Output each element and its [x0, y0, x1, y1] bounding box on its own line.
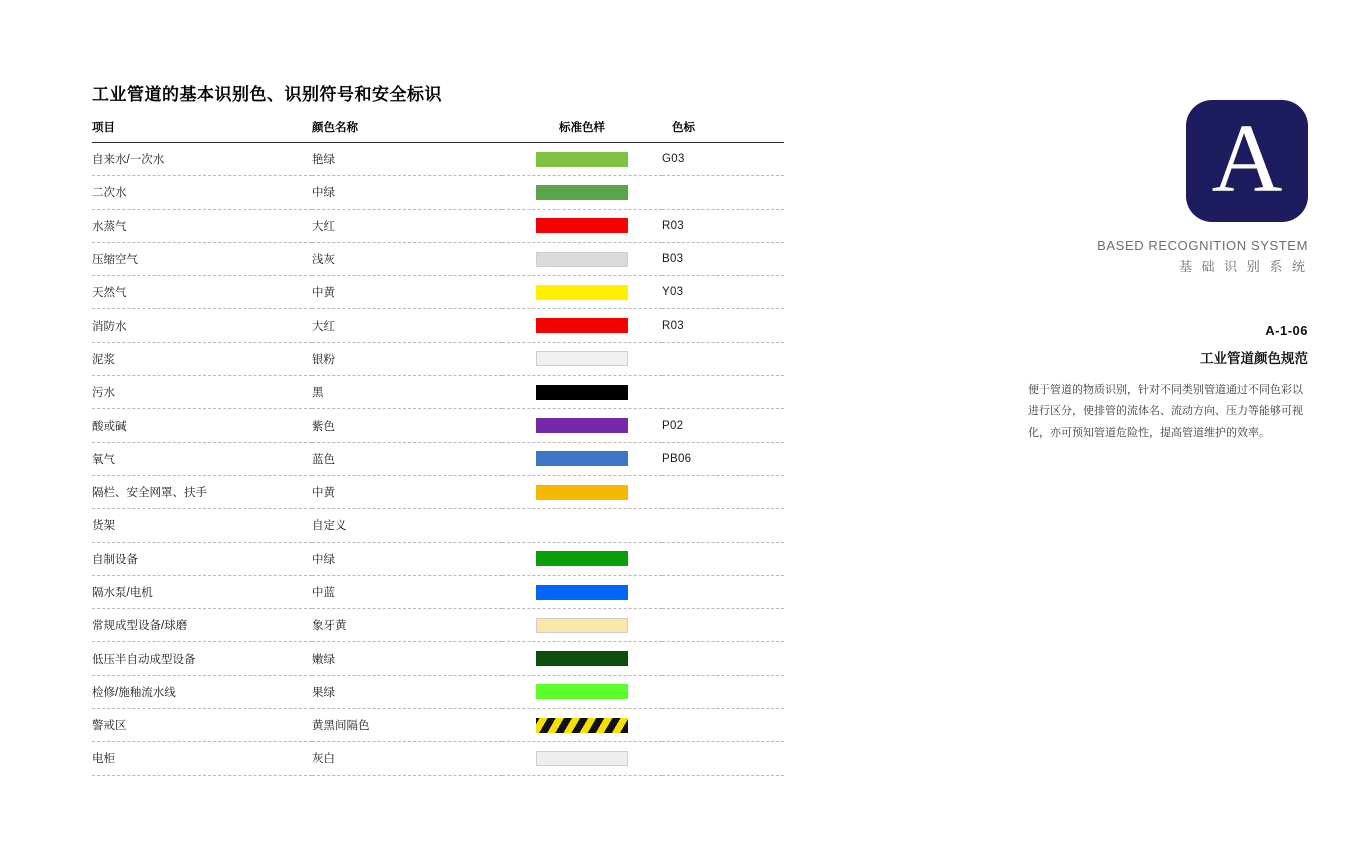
table-row — [92, 309, 784, 342]
cell-code: P02 — [662, 409, 784, 442]
cell-code — [662, 742, 784, 775]
cell-swatch — [502, 509, 662, 542]
cell-item: 消防水 — [92, 309, 312, 342]
column-header-swatch: 标准色样 — [502, 119, 662, 143]
sheet-name: 工业管道颜色规范 — [1200, 351, 1308, 366]
table-row — [92, 376, 784, 409]
cell-item: 隔栏、安全网罩、扶手 — [92, 475, 312, 508]
cell-item: 压缩空气 — [92, 242, 312, 275]
sheet-code: A-1-06 — [1265, 323, 1308, 338]
color-swatch — [536, 218, 628, 233]
cell-item: 氧气 — [92, 442, 312, 475]
logo-mark — [1186, 100, 1308, 222]
cell-swatch — [502, 742, 662, 775]
cell-code: PB06 — [662, 442, 784, 475]
cell-swatch — [502, 442, 662, 475]
cell-item: 低压半自动成型设备 — [92, 642, 312, 675]
sheet-description: 便于管道的物质识别，针对不同类别管道通过不同色彩以进行区分，使排管的流体名、流动方向、压力等能够可视化，亦可预知管道危险性，提高管道维护的效率。 — [1028, 384, 1303, 439]
cell-color-name: 大红 — [312, 309, 502, 342]
table-header — [92, 119, 784, 143]
cell-item: 货架 — [92, 509, 312, 542]
color-swatch — [536, 351, 628, 366]
cell-item: 水蒸气 — [92, 209, 312, 242]
cell-code — [662, 609, 784, 642]
brand-panel — [1028, 100, 1308, 444]
cell-item: 警戒区 — [92, 709, 312, 742]
table-row — [92, 542, 784, 575]
cell-item: 酸或碱 — [92, 409, 312, 442]
cell-color-name: 黄黑间隔色 — [312, 709, 502, 742]
cell-code — [662, 176, 784, 209]
cell-item: 二次水 — [92, 176, 312, 209]
cell-color-name: 果绿 — [312, 675, 502, 708]
cell-swatch — [502, 709, 662, 742]
cell-swatch — [502, 176, 662, 209]
cell-swatch — [502, 376, 662, 409]
color-swatch — [536, 684, 628, 699]
cell-color-name: 银粉 — [312, 342, 502, 375]
column-header-color-name: 颜色名称 — [312, 119, 502, 143]
table-row — [92, 209, 784, 242]
color-swatch — [536, 718, 628, 733]
cell-code — [662, 509, 784, 542]
table-row — [92, 709, 784, 742]
table-row — [92, 276, 784, 309]
cell-code — [662, 575, 784, 608]
color-swatch — [536, 651, 628, 666]
cell-code: B03 — [662, 242, 784, 275]
cell-swatch — [502, 409, 662, 442]
cell-item: 常规成型设备/球磨 — [92, 609, 312, 642]
cell-code — [662, 709, 784, 742]
table-row — [92, 242, 784, 275]
cell-color-name: 嫩绿 — [312, 642, 502, 675]
color-swatch — [536, 252, 628, 267]
color-swatch — [536, 152, 628, 167]
cell-swatch — [502, 242, 662, 275]
table-row — [92, 442, 784, 475]
cell-swatch — [502, 276, 662, 309]
cell-color-name: 蓝色 — [312, 442, 502, 475]
pipe-color-table — [92, 119, 784, 776]
cell-code — [662, 675, 784, 708]
cell-code: R03 — [662, 209, 784, 242]
cell-code — [662, 475, 784, 508]
cell-item: 电柜 — [92, 742, 312, 775]
cell-code: Y03 — [662, 276, 784, 309]
color-swatch — [536, 485, 628, 500]
cell-color-name: 中绿 — [312, 176, 502, 209]
cell-item: 污水 — [92, 376, 312, 409]
system-label-en: BASED RECOGNITION SYSTEM — [1097, 238, 1308, 253]
cell-color-name: 中黄 — [312, 475, 502, 508]
color-swatch — [536, 385, 628, 400]
cell-swatch — [502, 675, 662, 708]
cell-color-name: 紫色 — [312, 409, 502, 442]
table-row — [92, 409, 784, 442]
color-swatch — [536, 618, 628, 633]
logo-letter: A — [1211, 105, 1283, 214]
cell-swatch — [502, 642, 662, 675]
table-row — [92, 176, 784, 209]
cell-swatch — [502, 342, 662, 375]
cell-item: 隔水泵/电机 — [92, 575, 312, 608]
cell-color-name: 象牙黄 — [312, 609, 502, 642]
cell-swatch — [502, 542, 662, 575]
cell-code — [662, 376, 784, 409]
color-swatch — [536, 451, 628, 466]
cell-item: 天然气 — [92, 276, 312, 309]
cell-color-name: 中黄 — [312, 276, 502, 309]
cell-color-name: 艳绿 — [312, 143, 502, 176]
table-row — [92, 342, 784, 375]
cell-code — [662, 542, 784, 575]
cell-swatch — [502, 609, 662, 642]
color-swatch — [536, 418, 628, 433]
color-swatch — [536, 185, 628, 200]
cell-swatch — [502, 309, 662, 342]
table-row — [92, 475, 784, 508]
column-header-code: 色标 — [662, 119, 784, 143]
cell-swatch — [502, 575, 662, 608]
color-swatch — [536, 285, 628, 300]
cell-code: G03 — [662, 143, 784, 176]
cell-item: 检修/施釉流水线 — [92, 675, 312, 708]
color-swatch — [536, 585, 628, 600]
cell-color-name: 中绿 — [312, 542, 502, 575]
cell-swatch — [502, 209, 662, 242]
cell-code: R03 — [662, 309, 784, 342]
cell-code — [662, 642, 784, 675]
table-row — [92, 642, 784, 675]
cell-swatch — [502, 475, 662, 508]
page-title: 工业管道的基本识别色、识别符号和安全标识 — [92, 85, 442, 104]
table-row — [92, 742, 784, 775]
column-header-item: 项目 — [92, 119, 312, 143]
cell-item: 泥浆 — [92, 342, 312, 375]
color-swatch — [536, 551, 628, 566]
cell-color-name: 自定义 — [312, 509, 502, 542]
cell-color-name: 浅灰 — [312, 242, 502, 275]
table-header-row — [92, 119, 784, 143]
table-row — [92, 509, 784, 542]
table-row — [92, 609, 784, 642]
cell-color-name: 中蓝 — [312, 575, 502, 608]
table-row — [92, 143, 784, 176]
cell-color-name: 黑 — [312, 376, 502, 409]
cell-code — [662, 342, 784, 375]
cell-item: 自来水/一次水 — [92, 143, 312, 176]
cell-color-name: 灰白 — [312, 742, 502, 775]
cell-color-name: 大红 — [312, 209, 502, 242]
table-body — [92, 143, 784, 776]
spec-sheet-content — [92, 80, 792, 776]
table-row — [92, 575, 784, 608]
color-swatch — [536, 318, 628, 333]
color-swatch — [536, 751, 628, 766]
table-row — [92, 675, 784, 708]
system-label-cn: 基 础 识 别 系 统 — [1178, 259, 1308, 274]
cell-swatch — [502, 143, 662, 176]
cell-item: 自制设备 — [92, 542, 312, 575]
